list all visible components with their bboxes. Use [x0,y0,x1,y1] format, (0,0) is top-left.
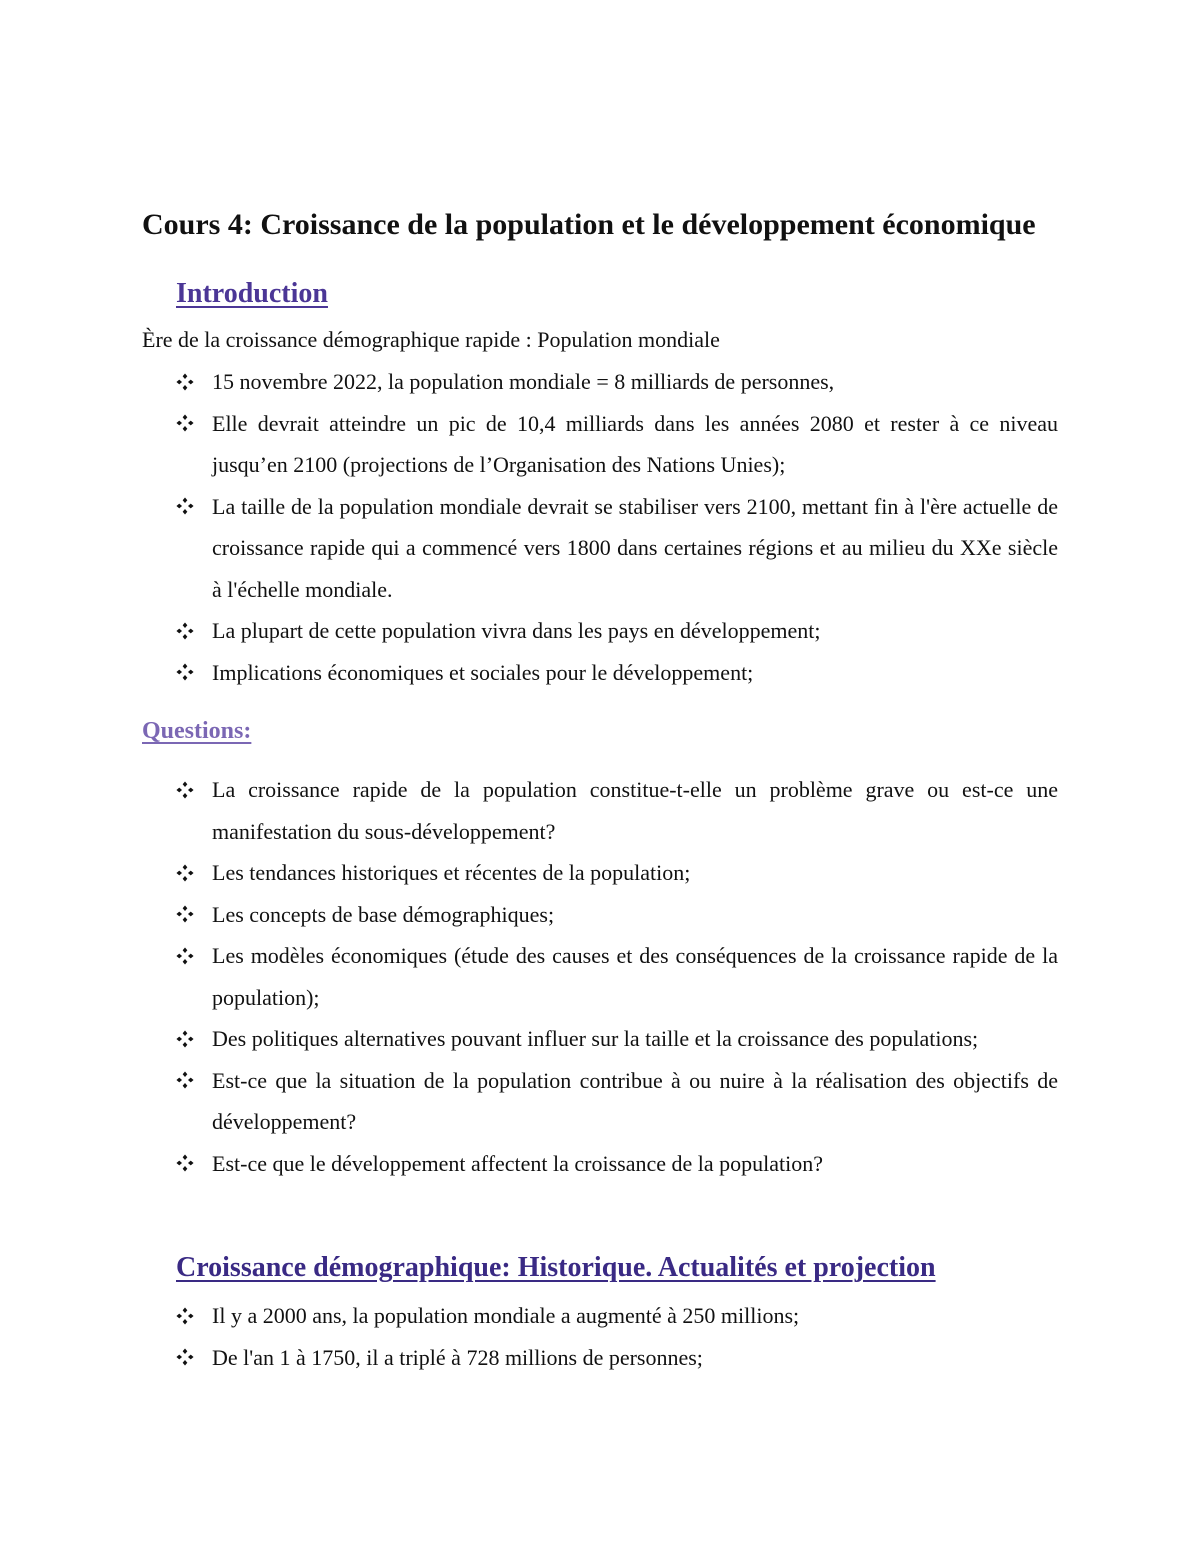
list-item-text: Implications économiques et sociales pour le développement; [212,659,754,685]
croissance-list [176,1295,1058,1378]
four-diamond-bullet-icon [176,1060,200,1102]
introduction-lead: Ère de la croissance démographique rapide : Population mondiale [142,327,720,352]
document-title: Cours 4: Croissance de la population et le développement économique [142,208,1036,241]
list-item-text: De l'an 1 à 1750, il a triplé à 728 millions de personnes; [212,1344,703,1370]
list-item-text: La croissance rapide de la population constitue-t-elle un problème grave ou est-ce une manifestation du sous-développement? [212,777,1058,844]
introduction-list [176,361,1058,693]
list-item-text: La taille de la population mondiale devrait se stabiliser vers 2100, mettant fin à l'ère actuelle de croissance rapide qui a commencé vers 1800 dans certaines régions et au milieu du XXe siècle à l'échelle mondiale. [212,493,1058,602]
list-item [176,610,1058,652]
list-item [176,852,1058,894]
four-diamond-bullet-icon [176,610,200,652]
list-item [176,935,1058,1018]
list-item [176,1060,1058,1143]
four-diamond-bullet-icon [176,1337,200,1379]
list-item-text: Est-ce que le développement affectent la croissance de la population? [212,1150,824,1176]
questions-list [176,769,1058,1184]
list-item [176,1337,1058,1379]
list-item-text: Elle devrait atteindre un pic de 10,4 milliards dans les années 2080 et rester à ce niveau jusqu’en 2100 (projections de l’Organisation des Nations Unies); [212,410,1058,477]
list-item [176,894,1058,936]
four-diamond-bullet-icon [176,894,200,936]
list-item [176,1018,1058,1060]
four-diamond-bullet-icon [176,935,200,977]
list-item [176,769,1058,852]
four-diamond-bullet-icon [176,769,200,811]
four-diamond-bullet-icon [176,403,200,445]
four-diamond-bullet-icon [176,361,200,403]
list-item [176,1143,1058,1185]
section-heading-croissance: Croissance démographique: Historique. Actualités et projection [176,1252,936,1283]
four-diamond-bullet-icon [176,1143,200,1185]
four-diamond-bullet-icon [176,1018,200,1060]
four-diamond-bullet-icon [176,486,200,528]
list-item-text: Les tendances historiques et récentes de la population; [212,860,691,885]
section-heading-introduction: Introduction [176,278,328,309]
list-item-text: Les concepts de base démographiques; [212,901,555,927]
list-item [176,1295,1058,1337]
list-item-text: Il y a 2000 ans, la population mondiale a augmenté à 250 millions; [212,1303,800,1328]
list-item-text: Est-ce que la situation de la population contribue à ou nuire à la réalisation des objectifs de développement? [212,1067,1058,1134]
list-item [176,652,1058,694]
list-item [176,403,1058,486]
list-item [176,361,1058,403]
list-item-text: La plupart de cette population vivra dans les pays en développement; [212,618,821,643]
four-diamond-bullet-icon [176,852,200,894]
list-item [176,486,1058,611]
four-diamond-bullet-icon [176,1295,200,1337]
list-item-text: Les modèles économiques (étude des causes et des conséquences de la croissance rapide de la population); [212,943,1058,1010]
four-diamond-bullet-icon [176,652,200,694]
section-heading-questions: Questions: [142,718,252,744]
list-item-text: Des politiques alternatives pouvant influer sur la taille et la croissance des populations; [212,1026,979,1051]
list-item-text: 15 novembre 2022, la population mondiale = 8 milliards de personnes, [212,369,835,394]
